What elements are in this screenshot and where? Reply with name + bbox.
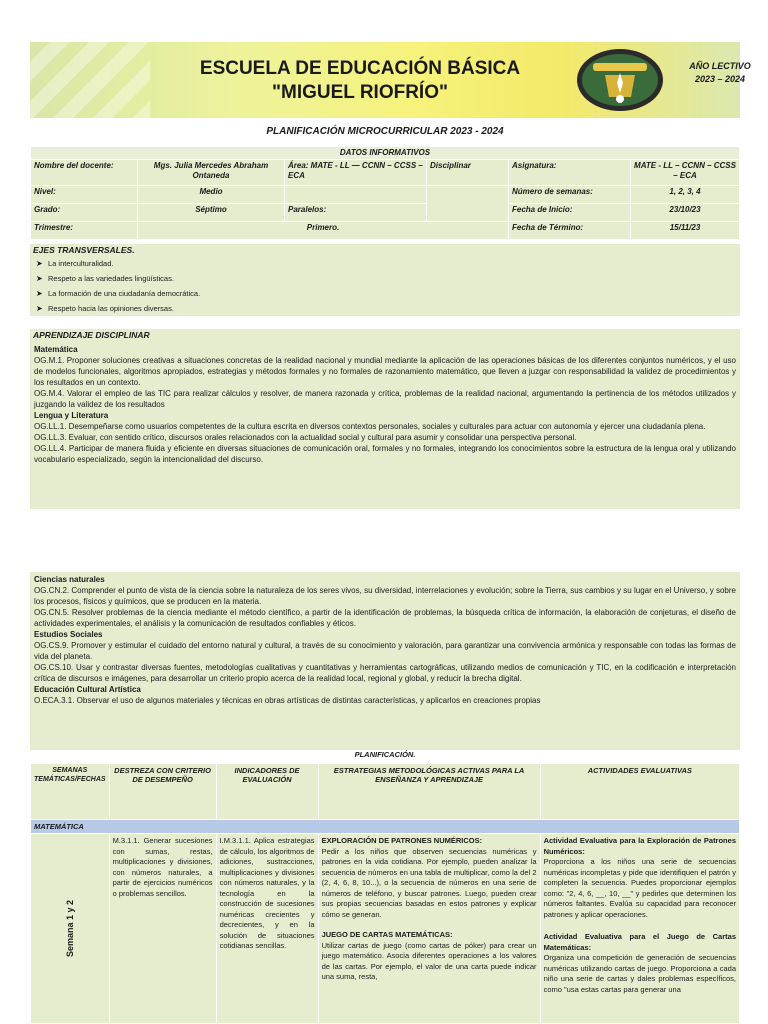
planificacion-table bbox=[30, 763, 740, 1024]
ejes-item: ➤ La formación de una ciudadanía democrática. bbox=[36, 289, 201, 298]
year-value: 2023 – 2024 bbox=[694, 74, 746, 84]
arrow-bullet-icon: ➤ bbox=[36, 289, 43, 298]
actividad-1-text: Proporciona a los niños una serie de secuencias numéricas incompletas y pide que identifiquen el patrón y completen la secuencia. Puedes proporcionar ejemplos como: "2, 4, 6, __, 10, __" y pedirles que determinen los números faltantes. Evalúa su capacidad para reconocer patrones y aplicar operaciones. bbox=[543, 857, 736, 919]
termino-label: Fecha de Término: bbox=[509, 222, 631, 240]
ejes-section bbox=[30, 244, 740, 316]
asignatura-value: MATE - LL – CCNN – CCSS – ECA bbox=[631, 160, 740, 186]
disciplinar-empty bbox=[427, 186, 509, 222]
estrategia-2-text: Utilizar cartas de juego (como cartas de póker) para crear un juego matemático. Asocia diferentes operaciones a los valores de las cartas. Por ejemplo, el valor de una carta puede indicar una suma, resta, bbox=[321, 940, 537, 981]
disciplinar-label: Disciplinar bbox=[427, 160, 509, 186]
objective-ll4: OG.LL.4. Participar de manera fluida y eficiente en diversas situaciones de comunicación oral, formales y no formales, integrando los conocimientos sobre la estructura de la lengua oral y utilizando vocabulario especializado, según la intencionalidad del discurso. bbox=[34, 444, 736, 464]
aprendizaje-section bbox=[30, 329, 740, 509]
semanas-value: 1, 2, 3, 4 bbox=[631, 186, 740, 204]
subject-row: MATEMÁTICA bbox=[31, 820, 740, 834]
col-destreza: DESTREZA CON CRITERIO DE DESEMPEÑO bbox=[109, 764, 216, 820]
ejes-item: ➤ Respeto hacia las opiniones diversas. bbox=[36, 304, 174, 313]
objective-cn5: OG.CN.5. Resolver problemas de la ciencia mediante el método científico, a partir de la identificación de problemas, la búsqueda crítica de información, la elaboración de conjeturas, el diseño de actividades experimentales, el análisis y la comunicación de resultados confiables y éticos. bbox=[34, 608, 736, 628]
ejes-title: EJES TRANSVERSALES. bbox=[33, 245, 135, 255]
objective-m4: OG.M.4. Valorar el empleo de las TIC para realizar cálculos y resolver, de manera razonada y crítica, problemas de la realidad nacional, argumentando la pertinencia de los métodos utilizados y juzgando la validez de los resultados bbox=[34, 389, 736, 409]
actividades-cell bbox=[540, 834, 739, 1024]
estrategia-1-title: EXPLORACIÓN DE PATRONES NUMÉRICOS: bbox=[321, 836, 483, 845]
ciencias-heading: Ciencias naturales bbox=[34, 575, 105, 584]
area-label: Área: MATE - LL — CCNN – CCSS – ECA bbox=[285, 160, 427, 186]
planificacion-title: PLANIFICACIÓN. bbox=[30, 750, 740, 759]
indicador-cell: I.M.3.1.1. Aplica estrategias de cálculo, los algoritmos de adiciones, sustracciones, multiplicaciones y divisiones con números naturales, y la tecnología en la construcción de sucesiones numéricas crecientes y decrecientes, y en la solución de situaciones cotidianas sencillas. bbox=[216, 834, 318, 1024]
ejes-item: ➤ La interculturalidad. bbox=[36, 259, 114, 268]
nivel-empty bbox=[285, 186, 427, 204]
page-title: PLANIFICACIÓN MICROCURRICULAR 2023 - 2024 bbox=[266, 126, 504, 137]
objective-cs10: OG.CS.10. Usar y contrastar diversas fuentes, metodologías cualitativas y cuantitativas y herramientas cartográficas, utilizando medios de comunicación y TIC, en la codificación e interpretación crítica de discursos e imágenes, para desarrollar un criterio propio acerca de la realidad local, regional y global, y reducir la brecha digital. bbox=[34, 663, 736, 683]
actividad-2-title: Actividad Evaluativa para el Juego de Cartas Matemáticas: bbox=[543, 932, 736, 952]
asignatura-label: Asignatura: bbox=[509, 160, 631, 186]
objective-ll3: OG.LL.3. Evaluar, con sentido crítico, discursos orales relacionados con la actualidad social y cultural para asumir y consolidar una perspectiva personal. bbox=[34, 433, 577, 442]
semana-label: Semana 1 y 2 bbox=[64, 899, 75, 958]
estrategias-cell bbox=[318, 834, 540, 1024]
docente-value: Mgs. Julia Mercedes Abraham Ontaneda bbox=[138, 160, 285, 186]
school-subname: "MIGUEL RIOFRÍO" bbox=[271, 82, 448, 103]
grado-label: Grado: bbox=[31, 204, 138, 222]
objective-ll1: OG.LL.1. Desempeñarse como usuarios competentes de la cultura escrita en diversos contextos personales, sociales y culturales para actuar con autonomía y ejercer una ciudadanía plena. bbox=[34, 422, 706, 431]
trimestre-label: Trimestre: bbox=[31, 222, 138, 240]
aprendizaje-section-continued bbox=[30, 572, 740, 750]
col-actividades: ACTIVIDADES EVALUATIVAS bbox=[540, 764, 739, 820]
arrow-bullet-icon: ➤ bbox=[36, 259, 43, 268]
destreza-cell: M.3.1.1. Generar sucesiones con sumas, restas, multiplicaciones y divisiones, con números naturales, a partir de ejercicios numéricos o problemas sencillos. bbox=[109, 834, 216, 1024]
actividad-2-text: Organiza una competición de generación de secuencias numéricas utilizando cartas de juego. Proporciona a cada niño una serie de cartas y dales problemas específicos, como "usa estas cartas para generar una bbox=[543, 953, 736, 994]
actividad-1-title: Actividad Evaluativa para la Exploración de Patrones Numéricos: bbox=[543, 836, 736, 856]
school-crest-logo bbox=[575, 47, 665, 113]
year-label: AÑO LECTIVO bbox=[689, 61, 751, 71]
objective-m1: OG.M.1. Proponer soluciones creativas a situaciones concretas de la realidad nacional y mundial mediante la aplicación de las operaciones básicas de los diferentes conjuntos numéricos, y el uso de modelos funcionales, algoritmos apropiados, estrategias y métodos formales y no formales de razonamiento matemático, que lleven a juzgar con responsabilidad la validez de procedimientos y los resultados en un contexto. bbox=[34, 356, 736, 387]
school-year bbox=[670, 60, 768, 86]
objective-cs9: OG.CS.9. Promover y estimular el cuidado del entorno natural y cultural, a través de su conocimiento y valoración, para garantizar una convivencia armónica y responsable con todas las formas de vida del planeta. bbox=[34, 641, 736, 661]
matematica-heading: Matemática bbox=[34, 345, 78, 354]
inicio-label: Fecha de Inicio: bbox=[509, 204, 631, 222]
eca-heading: Educación Cultural Artística bbox=[34, 685, 141, 694]
school-name: ESCUELA DE EDUCACIÓN BÁSICA bbox=[199, 58, 521, 79]
info-header: DATOS INFORMATIVOS bbox=[31, 147, 740, 160]
lengua-heading: Lengua y Literatura bbox=[34, 411, 109, 420]
estrategia-2-title: JUEGO DE CARTAS MATEMÁTICAS: bbox=[321, 930, 453, 939]
estrategia-1-text: Pedir a los niños que observen secuencias numéricas y patrones en la vida cotidiana. Por ejemplo, pueden analizar la secuencia de números en una tabla de multiplicar, como la del 2 (2, 4, 6, 8, 10...), o la secuencia de números en una serie de números de teléfono, y buscar patrones. Luego, pueden crear sus propias secuencias basadas en estos patrones y explicar cómo se generan. bbox=[321, 846, 537, 919]
col-semanas: SEMANAS TEMÁTICAS/FECHAS bbox=[31, 764, 110, 820]
nivel-value: Medio bbox=[138, 186, 285, 204]
docente-label: Nombre del docente: bbox=[31, 160, 138, 186]
grado-value: Séptimo bbox=[138, 204, 285, 222]
aprendizaje-title: APRENDIZAJE DISCIPLINAR bbox=[33, 330, 150, 340]
col-estrategias: ESTRATEGIAS METODOLÓGICAS ACTIVAS PARA LA ENSEÑANZA Y APRENDIZAJE bbox=[318, 764, 540, 820]
inicio-value: 23/10/23 bbox=[631, 204, 740, 222]
objective-cn2: OG.CN.2. Comprender el punto de vista de la ciencia sobre la naturaleza de los seres vivos, su diversidad, interrelaciones y evolución; sobre la Tierra, sus cambios y su lugar en el Universo, y sobre los procesos, físicos y químicos, que se producen en la materia. bbox=[34, 586, 736, 606]
nivel-label: Nivel: bbox=[31, 186, 138, 204]
arrow-bullet-icon: ➤ bbox=[36, 304, 43, 313]
termino-value: 15/11/23 bbox=[631, 222, 740, 240]
paralelos-label: Paralelos: bbox=[285, 204, 427, 222]
ejes-item: ➤ Respeto a las variedades lingüísticas. bbox=[36, 274, 174, 283]
col-indicadores: INDICADORES DE EVALUACIÓN bbox=[216, 764, 318, 820]
sociales-heading: Estudios Sociales bbox=[34, 630, 103, 639]
objective-eca: O.ECA.3.1. Observar el uso de algunos materiales y técnicas en obras artísticas de distintas características, y aplicarlos en creaciones propias bbox=[34, 696, 541, 705]
semanas-label: Número de semanas: bbox=[509, 186, 631, 204]
trimestre-value: Primero. bbox=[138, 222, 509, 240]
info-table bbox=[30, 146, 740, 240]
school-banner bbox=[30, 42, 751, 118]
arrow-bullet-icon: ➤ bbox=[36, 274, 43, 283]
banner-stripes bbox=[30, 42, 150, 118]
